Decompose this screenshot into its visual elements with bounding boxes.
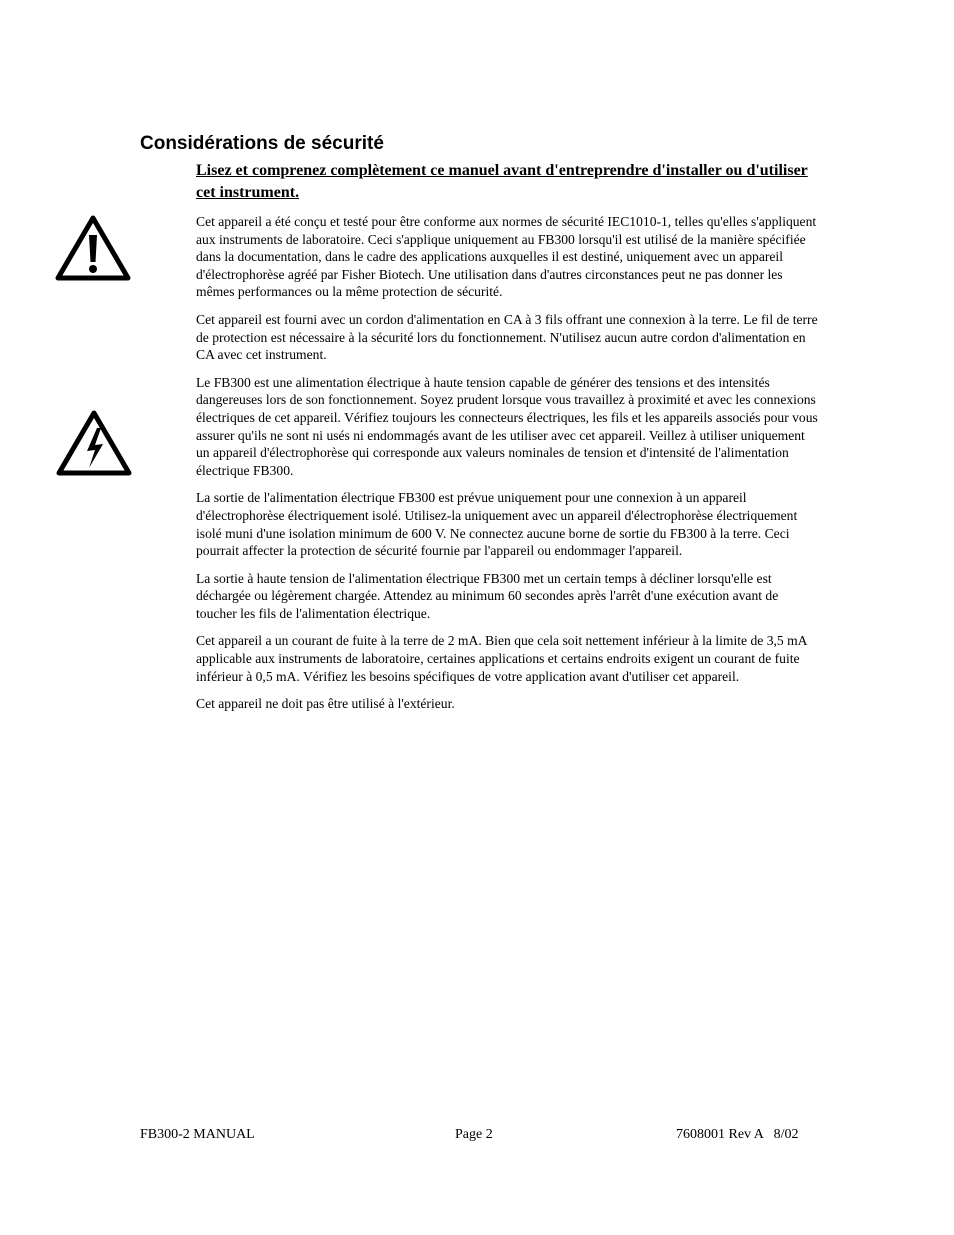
intro-notice: Lisez et comprenez complètement ce manuel avant d'entreprendre d'installer ou d'utiliser cet instrument.: [196, 162, 808, 201]
paragraph-power-cord: Cet appareil est fourni avec un cordon d'alimentation en CA à 3 fils offrant une connexion à la terre. Le fil de terre de protection est nécessaire à la sécurité lors du fonctionnement. N'utilisez aucun autre cordon d'alimentation en CA avec cet instrument.: [196, 311, 818, 363]
footer-document-revision: 7608001 Rev A 8/02: [676, 1127, 799, 1142]
section-title: Considérations de sécurité: [140, 133, 384, 154]
body-text: [196, 213, 818, 723]
paragraph-leakage-current: Cet appareil a un courant de fuite à la terre de 2 mA. Bien que cela soit nettement inférieur à la limite de 3,5 mA applicable aux instruments de laboratoire, certaines applications et certains endroits exigent un courant de fuite inférieur à 0,5 mA. Vérifiez les besoins spécifiques de votre application avant d'utiliser cet appareil.: [196, 633, 807, 684]
footer-manual-name: FB300-2 MANUAL: [140, 1127, 255, 1142]
high-voltage-icon: [54, 408, 134, 478]
warning-exclamation-icon: [54, 213, 132, 283]
paragraph-outdoor-use: Cet appareil ne doit pas être utilisé à l'extérieur.: [196, 696, 455, 712]
paragraph-iec-compliance: Cet appareil a été conçu et testé pour être conforme aux normes de sécurité IEC1010-1, telles qu'elles s'appliquent aux instruments de laboratoire. Ceci s'applique uniquement au FB300 lorsqu'il est utilisé de la manière spécifiée dans la documentation, dans le cadre des applications auxquelles il est destiné, uniquement avec un appareil d'électrophorèse agréé par Fisher Biotech. Une utilisation dans d'autres circonstances peut ne pas donner les mêmes performances ou la même protection de sécurité.: [196, 214, 817, 300]
paragraph-discharge-time: La sortie à haute tension de l'alimentation électrique FB300 met un certain temps à décliner lorsqu'elle est déchargée ou légèrement chargée. Attendez au minimum 60 secondes après l'arrêt d'une exécution avant de toucher les fils de l'alimentation électrique.: [196, 570, 779, 621]
paragraph-isolated-output: La sortie de l'alimentation électrique FB300 est prévue uniquement pour une connexion à un appareil d'électrophorèse électriquement isolé. Utilisez-la uniquement avec un appareil d'électrophorèse électriquement isolé muni d'une isolation minimum de 600 V. Ne connectez aucune borne de sortie du FB300 à la terre. Ceci pourrait affecter la protection de sécurité fournie par l'appareil ou endommager l'appareil.: [196, 490, 798, 559]
footer-page-number: Page 2: [455, 1127, 493, 1142]
paragraph-high-voltage: Le FB300 est une alimentation électrique à haute tension capable de générer des tensions et des intensités dangereuses lors de son fonctionnement. Soyez prudent lorsque vous travaillez à proximité et avec les connexions électriques de cet appareil. Vérifiez toujours les connecteurs électriques, les fils et les appareils associés pour vous assurer qu'ils ne sont ni usés ni endommagés avant de les utiliser avec cet appareil. Veillez à utiliser uniquement un appareil d'électrophorèse qui corresponde aux valeurs nominales de tension et d'intensité de l'alimentation électrique FB300.: [196, 374, 818, 478]
